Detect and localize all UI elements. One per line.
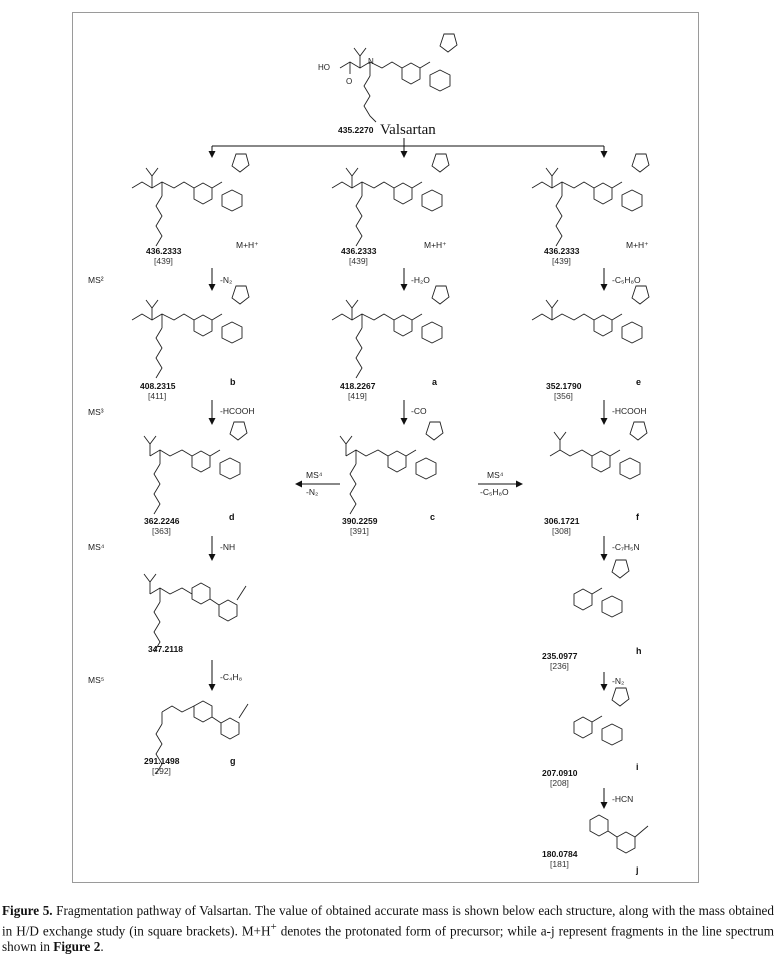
exchange-label: [391] <box>350 526 369 536</box>
exchange-label: [208] <box>550 778 569 788</box>
caption-text: . <box>100 939 104 955</box>
exchange-label: [439] <box>349 256 368 266</box>
compound-name: Valsartan <box>380 122 436 138</box>
protonated-structure <box>532 154 649 246</box>
exchange-label: [181] <box>550 859 569 869</box>
stage-label-ms2: MS² <box>88 275 104 285</box>
loss-label: -H₂O <box>411 275 430 285</box>
loss-label: -C₅H₈O <box>480 487 509 497</box>
figure-reference: Figure 2 <box>53 939 101 955</box>
figure-caption <box>2 903 774 955</box>
mass-label: 436.2333 <box>341 246 377 256</box>
fragment-j-structure <box>590 815 648 853</box>
mass-label: 306.1721 <box>544 516 580 526</box>
fragment-h-structure <box>574 560 629 617</box>
exchange-label: [308] <box>552 526 571 536</box>
exchange-label: [363] <box>152 526 171 536</box>
fragment-letter: e <box>636 377 642 387</box>
mass-label: 352.1790 <box>546 381 582 391</box>
mass-label: 347.2118 <box>148 644 183 654</box>
mass-label: 362.2246 <box>144 516 180 526</box>
loss-label: -N₂ <box>306 487 319 497</box>
figure-label: Figure 5. <box>2 903 53 918</box>
fragment-f-structure <box>550 422 647 479</box>
protonated-label: M+H⁺ <box>236 240 259 250</box>
exchange-label: [236] <box>550 661 569 671</box>
fragment-letter: c <box>430 512 436 522</box>
fragment-a-structure <box>332 286 449 378</box>
step-arrows-row1 <box>212 268 604 290</box>
protonated-label: M+H⁺ <box>626 240 649 250</box>
fragment-i-structure <box>574 688 629 745</box>
fragment-e-structure <box>532 286 649 343</box>
fragment-letter: f <box>636 512 639 522</box>
mass-label: 408.2315 <box>140 381 176 391</box>
mass-label: 436.2333 <box>146 246 182 256</box>
fragment-d-structure <box>144 422 247 514</box>
step-arrows-row3 <box>212 536 604 560</box>
fragment-letter: i <box>636 762 639 772</box>
mass-label: 291.1498 <box>144 756 180 766</box>
atom-label: O <box>346 77 353 86</box>
atom-label: N <box>368 57 374 66</box>
protonated-structure <box>332 154 449 246</box>
fragment-b-structure <box>132 286 249 378</box>
stage-label-ms4: MS⁴ <box>88 542 105 552</box>
loss-label: -C₇H₅N <box>612 542 640 552</box>
loss-label: -HCN <box>612 794 634 804</box>
exchange-label: [411] <box>148 391 167 401</box>
caption-text: Fragmentation pathway of Valsartan. The value of obtained accurate mass is shown below each structure, along with the mass obtained in H/D exchange study (in square brackets). M+H <box>2 903 774 939</box>
protonated-label: M+H⁺ <box>424 240 447 250</box>
loss-label: -N₂ <box>220 275 233 285</box>
protonated-structure <box>132 154 249 246</box>
exchange-label: [356] <box>554 391 573 401</box>
loss-label: MS⁴ <box>306 470 323 480</box>
step-arrows-row4 <box>212 660 604 690</box>
mass-label: 390.2259 <box>342 516 378 526</box>
fragment-letter: b <box>230 377 236 387</box>
stage-label-ms3: MS³ <box>88 407 104 417</box>
fragment-letter: d <box>229 512 235 522</box>
exchange-label: [292] <box>152 766 171 776</box>
mass-label: 180.0784 <box>542 849 578 859</box>
mass-label: 418.2267 <box>340 381 376 391</box>
valsartan-structure <box>318 34 457 122</box>
mass-label: 436.2333 <box>544 246 580 256</box>
step-arrows-row2 <box>212 400 604 424</box>
fragment-letter: a <box>432 377 438 387</box>
fragment-347-structure <box>144 574 246 652</box>
caption-text: denotes the protonated form of precursor; while a-j represent fragments in the line spectrum shown in <box>2 923 774 955</box>
loss-label: -CO <box>411 406 427 416</box>
mass-label: 435.2270 <box>338 125 374 135</box>
loss-label: -C₅H₈O <box>612 275 641 285</box>
stage-label-ms5: MS⁵ <box>88 675 105 685</box>
exchange-label: [439] <box>552 256 571 266</box>
mass-label: 235.0977 <box>542 651 578 661</box>
loss-label: -HCOOH <box>220 406 255 416</box>
fragment-c-structure <box>340 422 443 514</box>
loss-label: -HCOOH <box>612 406 647 416</box>
exchange-label: [419] <box>348 391 367 401</box>
branch-arrows <box>212 138 604 157</box>
caption-superscript: + <box>270 921 277 933</box>
exchange-label: [439] <box>154 256 173 266</box>
mass-label: 207.0910 <box>542 768 578 778</box>
atom-label: HO <box>318 63 330 72</box>
loss-label: MS⁴ <box>487 470 504 480</box>
loss-label: -NH <box>220 542 236 552</box>
fragment-letter: g <box>230 756 236 766</box>
fragment-letter: h <box>636 646 642 656</box>
loss-label: -N₂ <box>612 676 625 686</box>
loss-label: -C₄H₈ <box>220 672 243 682</box>
fragment-letter: j <box>636 865 639 875</box>
